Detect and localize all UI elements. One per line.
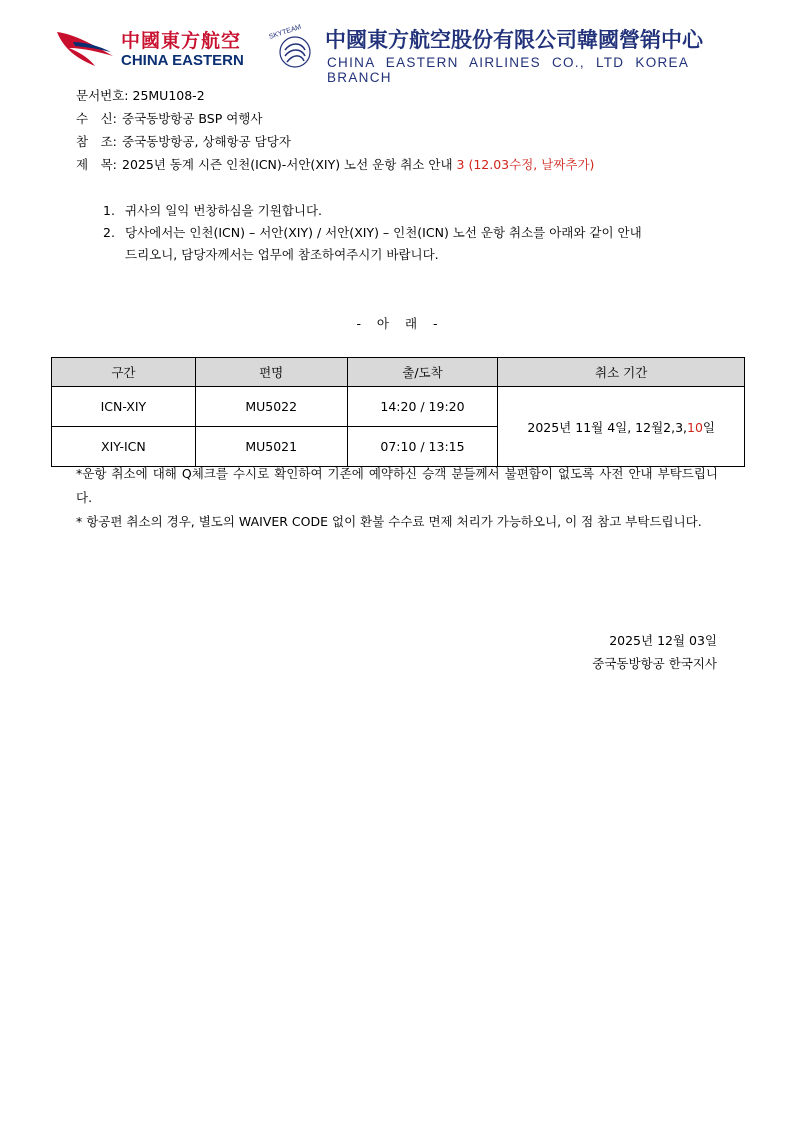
notice-divider: - 아 래 - (356, 316, 438, 331)
body-item-2 (103, 223, 642, 241)
table-row (52, 387, 745, 427)
route-cell: ICN-XIY (52, 387, 196, 427)
period-added-date: 10 (687, 419, 703, 435)
body-item-2-number: 2. (103, 225, 115, 240)
document-number: 문서번호: 25MU108-2 (76, 88, 205, 103)
body-item-1-number: 1. (103, 203, 115, 218)
flight-cell: MU5021 (195, 427, 347, 467)
body-item-2-continued: 드리오니, 담당자께서는 업무에 참조하여주시기 바랍니다. (125, 247, 439, 262)
note-q-check: *운항 취소에 대해 Q체크를 수시로 확인하여 기존에 예약하신 승객 분들께서 불편함이 없도록 사전 안내 부탁드립니다. (76, 466, 718, 505)
logo-chinese-name: 中國東方航空 (121, 30, 242, 52)
recipient-label: 수 신: (76, 111, 117, 126)
route-cell: XIY-ICN (52, 427, 196, 467)
skyteam-wordmark: SKYTEAM (268, 24, 303, 41)
china-eastern-swallow-logo (55, 22, 115, 68)
flight-cell: MU5022 (195, 387, 347, 427)
header-time: 출/도착 (347, 358, 498, 387)
time-cell: 14:20 / 19:20 (347, 387, 498, 427)
letterhead (55, 18, 735, 85)
issuing-organization: 중국동방항공 한국지사 (592, 656, 717, 671)
period-cell (498, 387, 745, 467)
subject-revision-note: 3 (12.03수정, 날짜추가) (456, 157, 595, 172)
issue-date: 2025년 12월 03일 (609, 633, 717, 648)
logo-english-name: CHINA EASTERN (121, 52, 244, 69)
reference-value: 중국동방항공, 상해항공 담당자 (122, 134, 291, 149)
subject-value: 2025년 동계 시즌 인천(ICN)-서안(XIY) 노선 운항 취소 안내 (122, 157, 457, 172)
subject-label: 제 목: (76, 157, 117, 172)
cancellation-table (51, 357, 745, 467)
reference-line (76, 132, 291, 150)
skyteam-logo (265, 24, 319, 74)
time-cell: 07:10 / 13:15 (347, 427, 498, 467)
period-text: 2025년 11월 4일, 12월2,3, (527, 419, 687, 435)
period-suffix: 일 (702, 419, 715, 435)
branch-english-name: CHINA EASTERN AIRLINES CO., LTD KOREA BRANCH (327, 55, 689, 85)
note-waiver: * 항공편 취소의 경우, 별도의 WAIVER CODE 없이 환불 수수료 면제 처리가 가능하오니, 이 점 참고 부탁드립니다. (76, 514, 702, 529)
header-route: 구간 (52, 358, 196, 387)
recipient-value: 중국동방항공 BSP 여행사 (122, 111, 263, 126)
branch-chinese-name: 中國東方航空股份有限公司韓國營销中心 (325, 28, 703, 52)
body-item-2-text: 당사에서는 인천(ICN) – 서안(XIY) / 서안(XIY) – 인천(ICN) 노선 운항 취소를 아래와 같이 안내 (125, 225, 642, 240)
header-flight: 편명 (195, 358, 347, 387)
header-period: 취소 기간 (498, 358, 745, 387)
recipient-line (76, 109, 262, 127)
body-item-1-text: 귀사의 일익 번창하심을 기원합니다. (125, 203, 323, 218)
subject-line (76, 155, 594, 173)
body-item-1 (103, 201, 322, 219)
reference-label: 참 조: (76, 134, 117, 149)
table-header-row (52, 358, 745, 387)
